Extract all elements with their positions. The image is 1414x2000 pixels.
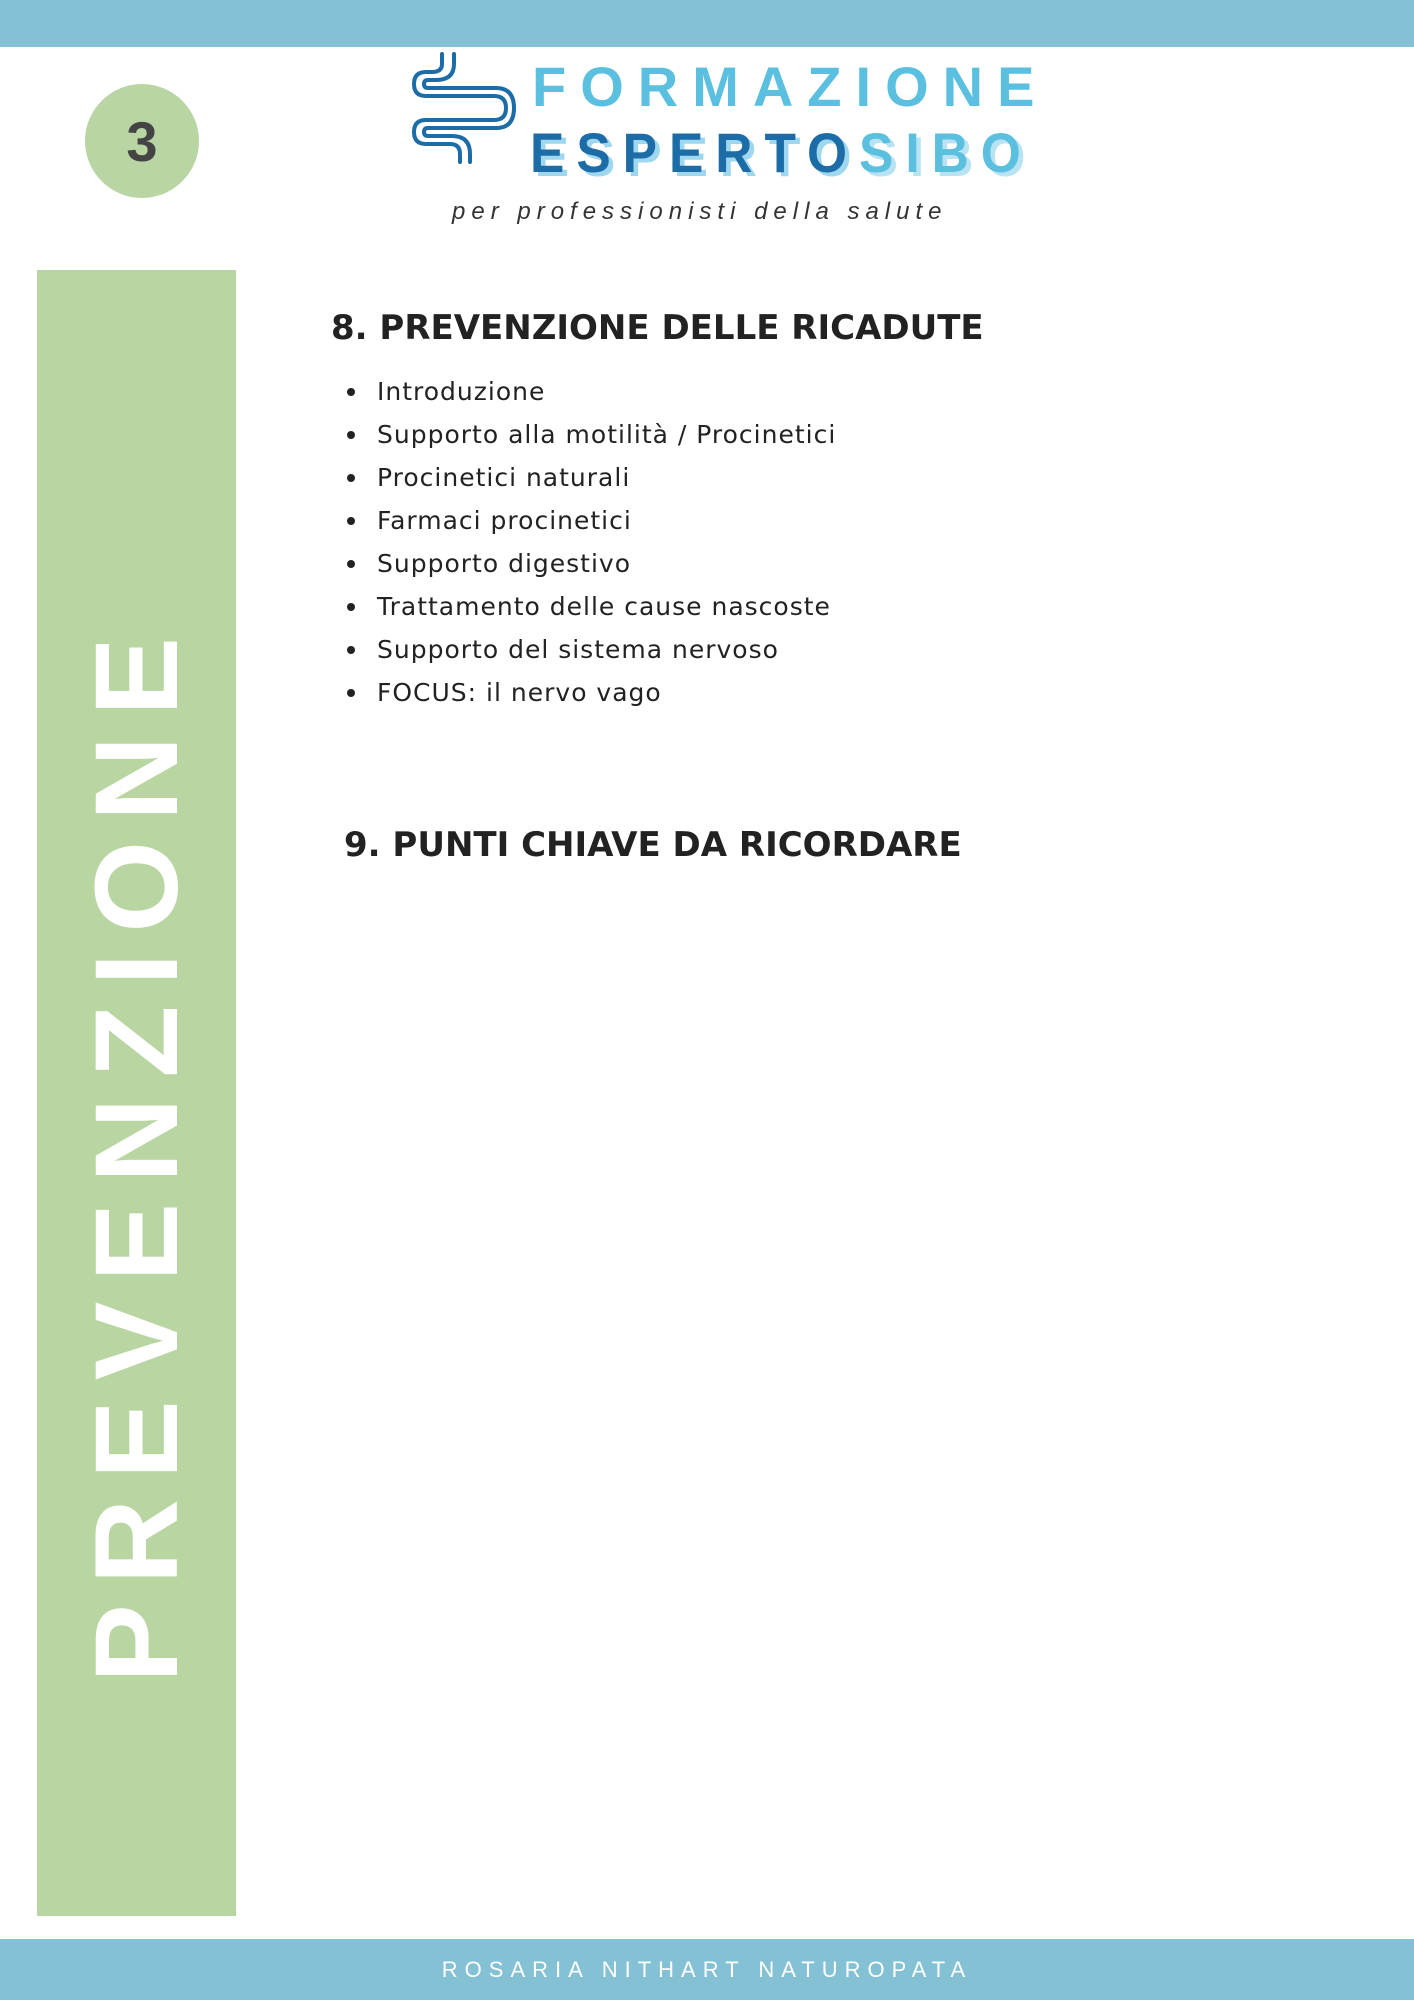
bullet-icon bbox=[347, 646, 355, 654]
logo-word-sibo: SIBO bbox=[859, 121, 1033, 184]
list-item: Procinetici naturali bbox=[338, 456, 836, 499]
intestine-icon bbox=[410, 52, 522, 164]
list-item: Trattamento delle cause nascoste bbox=[338, 585, 836, 628]
bullet-icon bbox=[347, 388, 355, 396]
bullet-icon bbox=[347, 474, 355, 482]
list-item: Supporto digestivo bbox=[338, 542, 836, 585]
list-item: Farmaci procinetici bbox=[338, 499, 836, 542]
footer-text: ROSARIA NITHART NATUROPATA bbox=[441, 1956, 973, 1982]
section-heading-8: 8. PREVENZIONE DELLE RICADUTE bbox=[331, 308, 984, 348]
logo-title-line1: FORMAZIONE bbox=[532, 55, 1049, 118]
list-item: FOCUS: il nervo vago bbox=[338, 671, 836, 714]
section-heading-9: 9. PUNTI CHIAVE DA RICORDARE bbox=[344, 825, 962, 865]
sidebar-label: PREVENZIONE bbox=[70, 617, 203, 1683]
top-bar bbox=[0, 0, 1414, 47]
page-number: 3 bbox=[126, 109, 158, 173]
section-8-list bbox=[338, 370, 836, 714]
logo-word-esperto: ESPERTO bbox=[530, 121, 860, 184]
bullet-icon bbox=[347, 603, 355, 611]
bullet-icon bbox=[347, 431, 355, 439]
logo-title-line2 bbox=[530, 120, 1033, 185]
bullet-icon bbox=[347, 560, 355, 568]
logo-tagline: per professionisti della salute bbox=[452, 198, 948, 225]
list-item: Supporto del sistema nervoso bbox=[338, 628, 836, 671]
page-number-badge bbox=[85, 84, 199, 198]
bullet-icon bbox=[347, 517, 355, 525]
footer-bar bbox=[0, 1939, 1414, 2000]
logo bbox=[410, 52, 1049, 232]
bullet-icon bbox=[347, 689, 355, 697]
list-item: Introduzione bbox=[338, 370, 836, 413]
sidebar bbox=[37, 270, 236, 1916]
list-item: Supporto alla motilità / Procinetici bbox=[338, 413, 836, 456]
